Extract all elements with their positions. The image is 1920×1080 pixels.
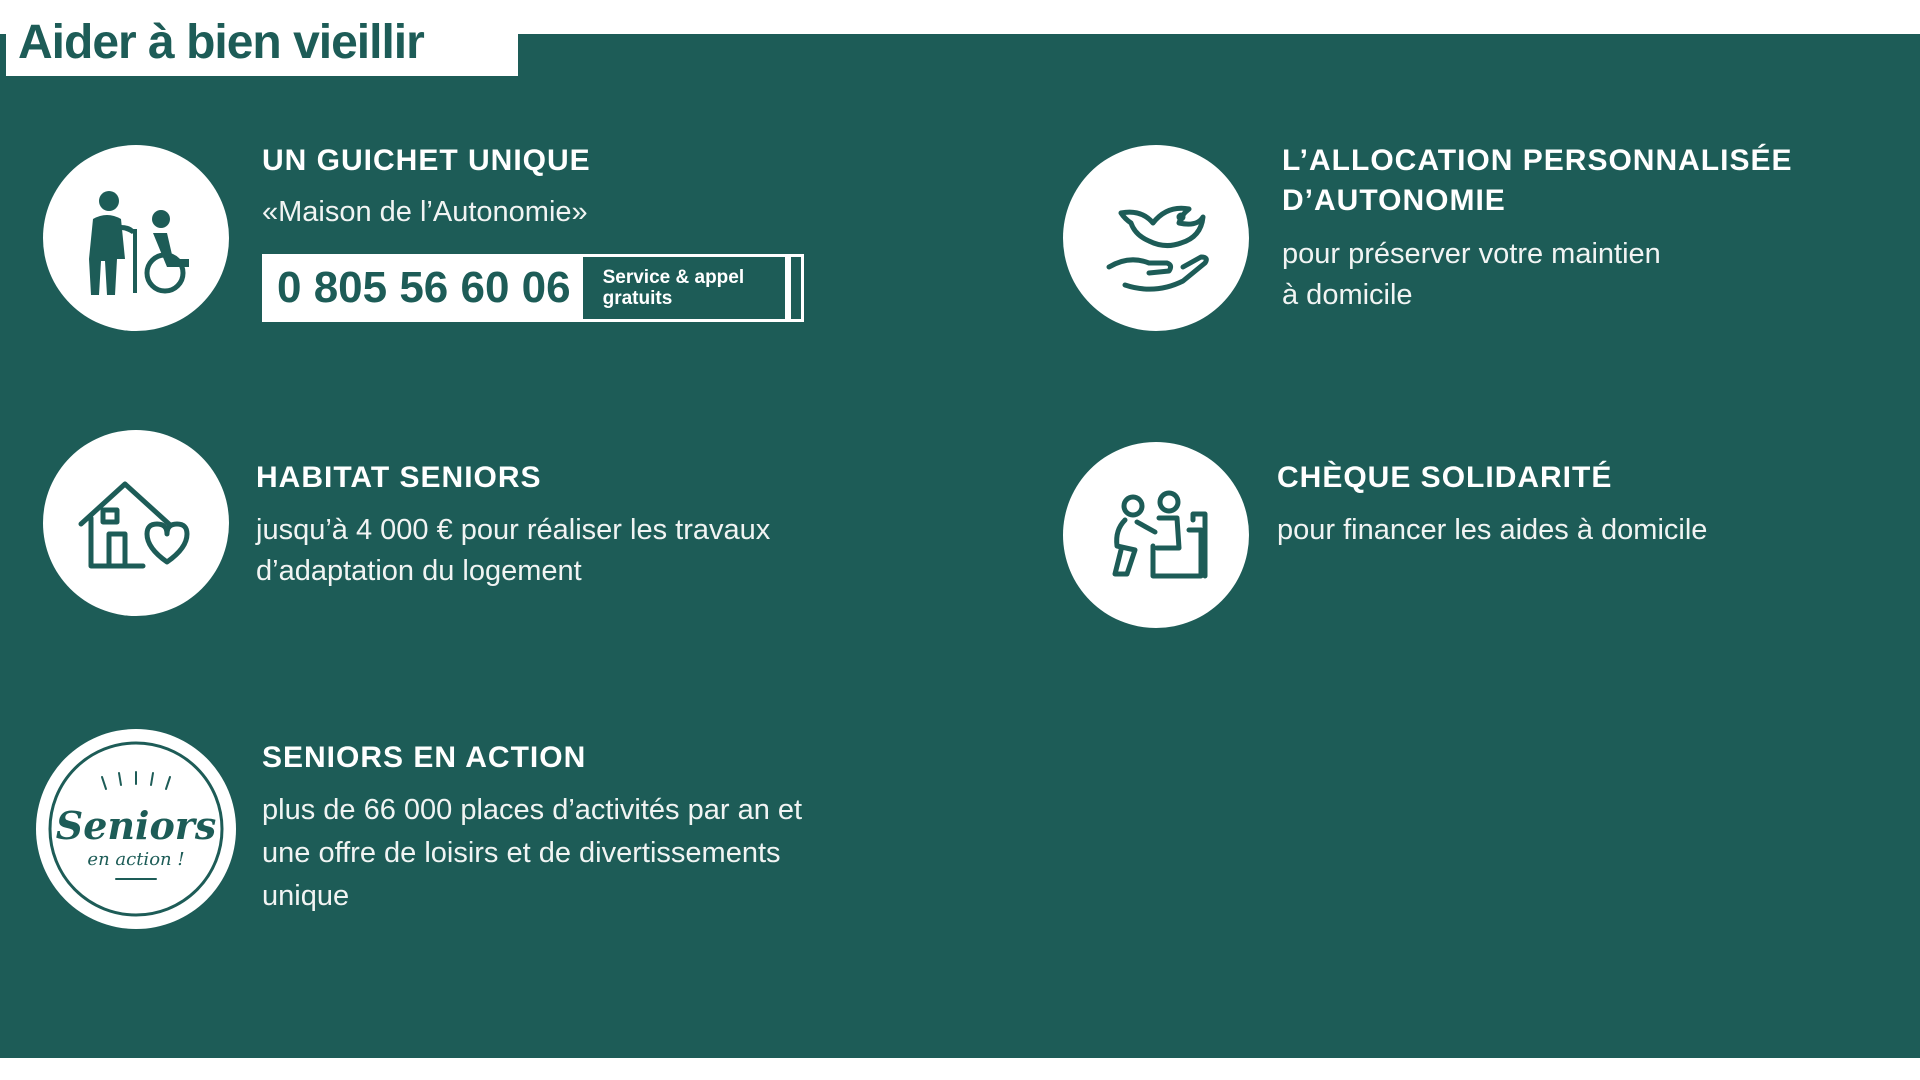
dove-hand-icon bbox=[1063, 145, 1249, 331]
seniors-text-line2: une offre de loisirs et de divertissements bbox=[262, 837, 781, 869]
apa-heading-line1: L’ALLOCATION PERSONNALISÉE bbox=[1282, 144, 1793, 177]
logo-text-bottom: en action ! bbox=[87, 849, 185, 870]
apa-text-line1: pour préserver votre maintien bbox=[1282, 238, 1661, 270]
page-title: Aider à bien vieillir bbox=[18, 15, 424, 69]
habitat-text-line2: d’adaptation du logement bbox=[256, 555, 582, 587]
cheque-heading: CHÈQUE SOLIDARITÉ bbox=[1277, 461, 1613, 494]
apa-text-line2: à domicile bbox=[1282, 279, 1413, 311]
phone-number[interactable]: 0 805 56 60 06 bbox=[265, 257, 583, 319]
habitat-heading: HABITAT SENIORS bbox=[256, 461, 542, 494]
title-tab bbox=[6, 8, 518, 76]
phone-note: Service & appel gratuits bbox=[583, 257, 791, 319]
habitat-text-line1: jusqu’à 4 000 € pour réaliser les travaux bbox=[256, 514, 771, 546]
house-heart-icon bbox=[43, 430, 229, 616]
seniors-en-action-logo bbox=[36, 729, 236, 929]
guichet-heading: UN GUICHET UNIQUE bbox=[262, 144, 591, 177]
home-care-icon bbox=[1063, 442, 1249, 628]
seniors-text-line3: unique bbox=[262, 880, 350, 912]
phone-box[interactable] bbox=[262, 254, 804, 322]
apa-heading-line2: D’AUTONOMIE bbox=[1282, 184, 1506, 217]
seniors-heading: SENIORS EN ACTION bbox=[262, 741, 587, 774]
logo-text-top: Seniors bbox=[55, 803, 217, 848]
guichet-subtitle: «Maison de l’Autonomie» bbox=[262, 196, 588, 228]
elderly-wheelchair-icon bbox=[43, 145, 229, 331]
cheque-text-line1: pour financer les aides à domicile bbox=[1277, 514, 1708, 546]
seniors-text-line1: plus de 66 000 places d’activités par an et bbox=[262, 794, 803, 826]
